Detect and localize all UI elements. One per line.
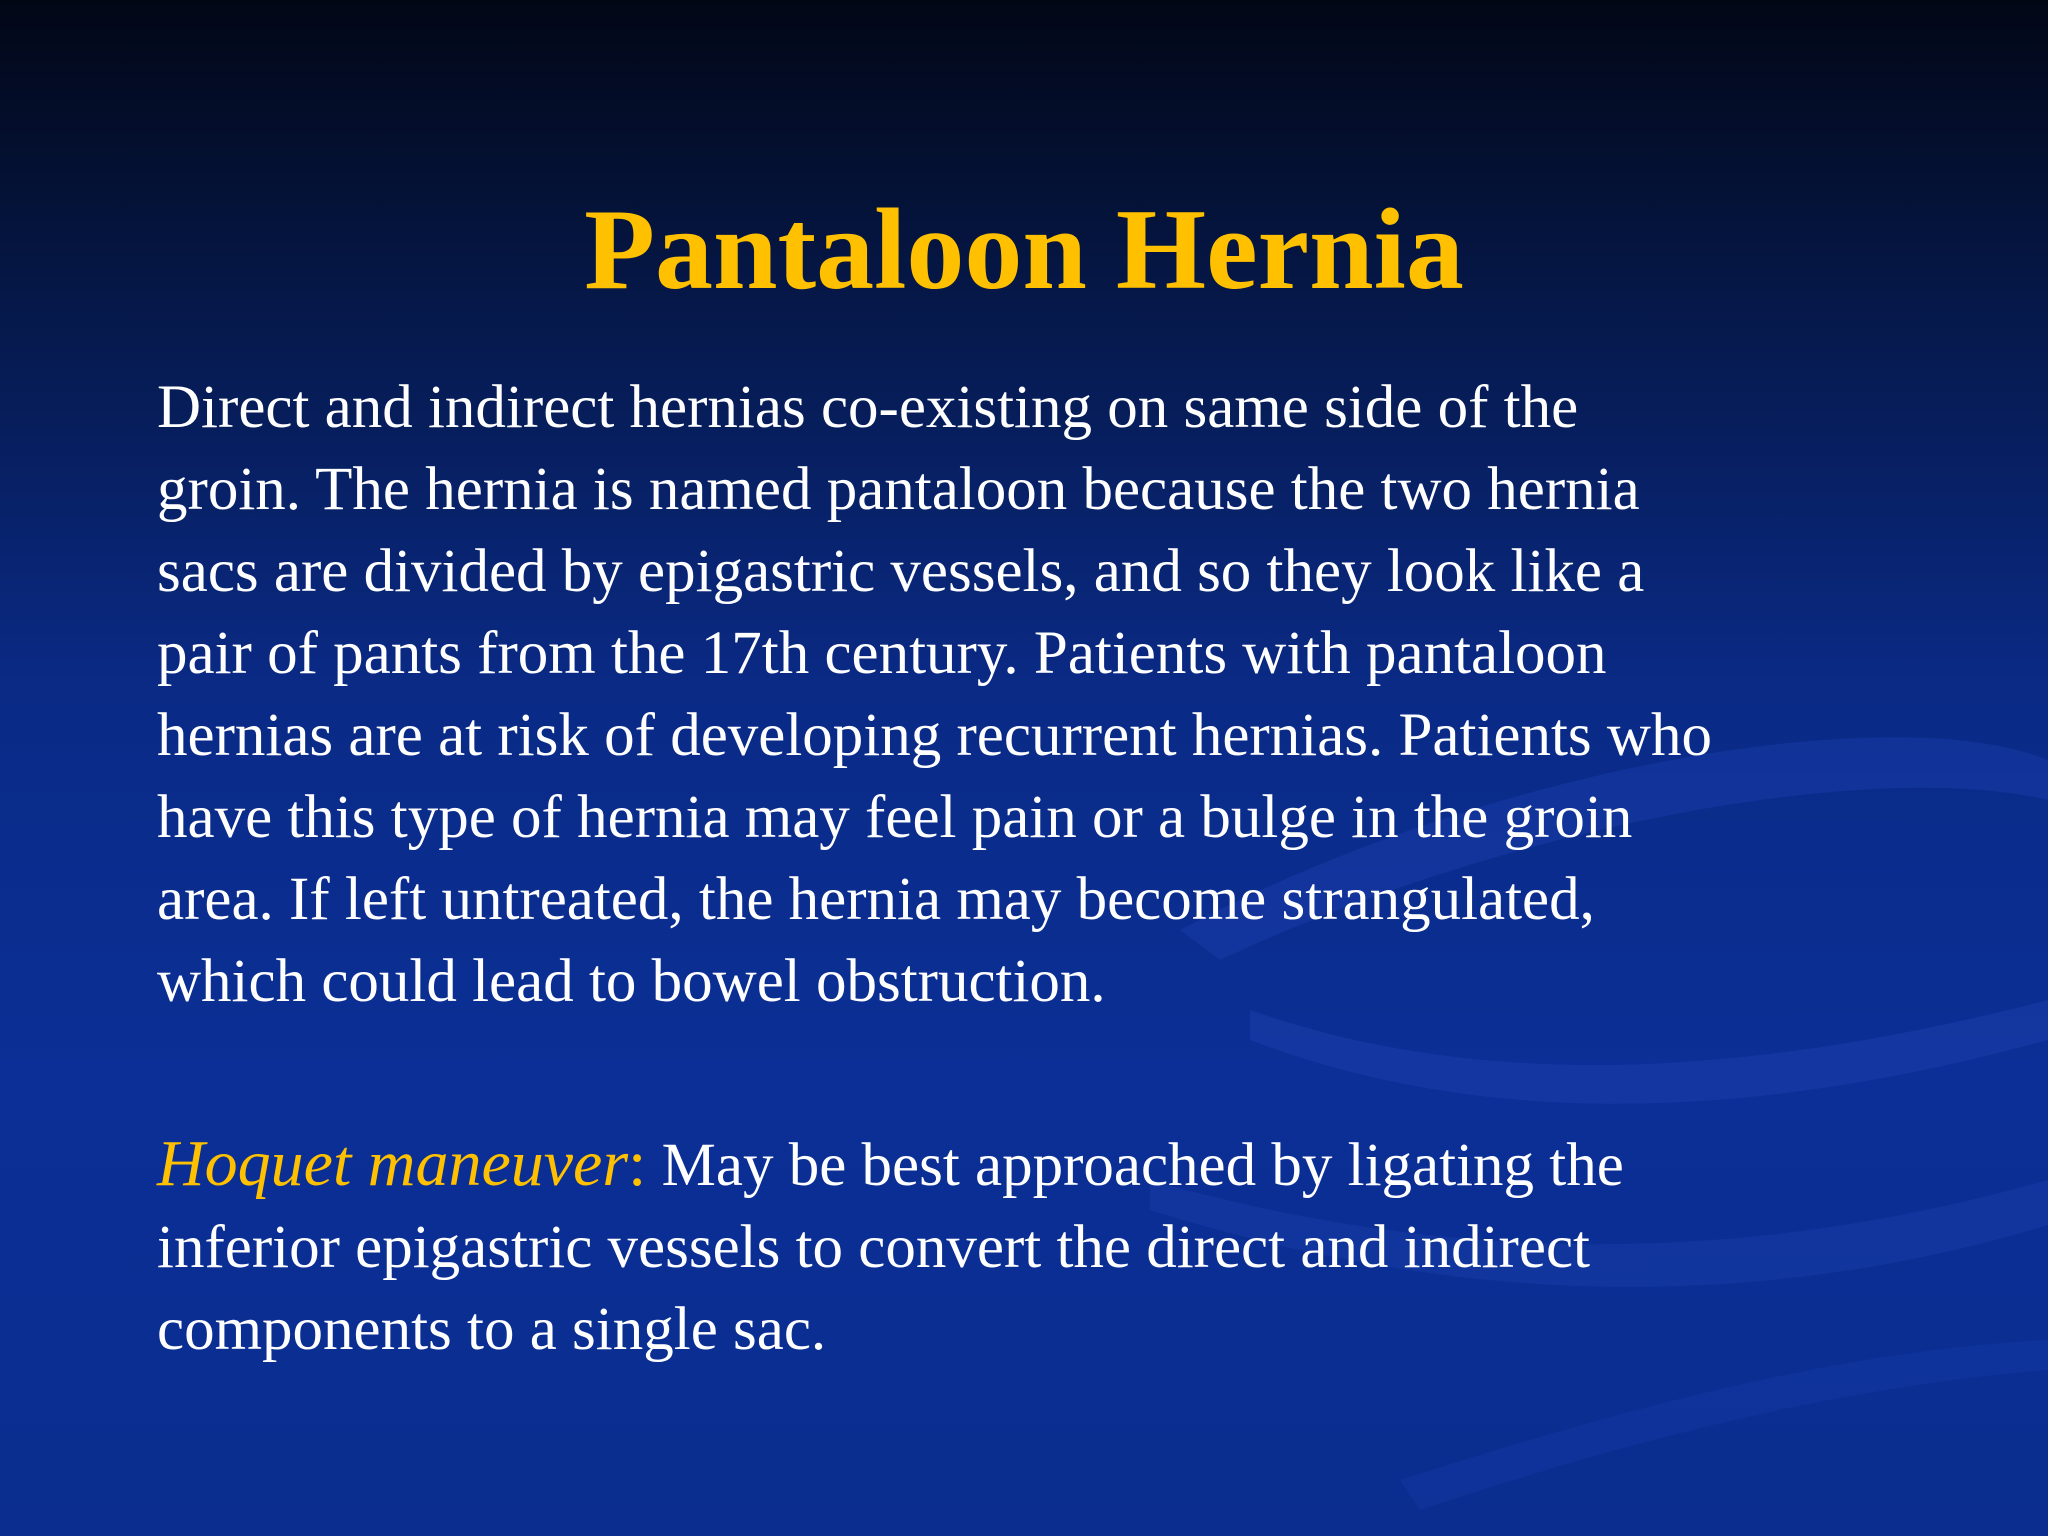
paragraph-line: pair of pants from the 17th century. Patients with pantaloon — [157, 620, 1607, 687]
paragraph-line — [157, 1123, 1897, 1207]
paragraph-line: components to a single sac. — [157, 1296, 827, 1363]
paragraph-line: groin. The hernia is named pantaloon because the two hernia — [157, 456, 1640, 523]
paragraph-line: hernias are at risk of developing recurrent hernias. Patients who — [157, 702, 1712, 769]
term-hoquet-maneuver: Hoquet maneuver — [157, 1127, 629, 1200]
paragraph-hoquet-maneuver — [157, 1123, 1897, 1371]
paragraph-line: inferior epigastric vessels to convert the direct and indirect — [157, 1214, 1590, 1281]
paragraph-line: which could lead to bowel obstruction. — [157, 948, 1106, 1015]
paragraph-line-rest: May be best approached by ligating the — [646, 1132, 1624, 1199]
paragraph-description — [157, 367, 1897, 1023]
paragraph-line: sacs are divided by epigastric vessels, and so they look like a — [157, 538, 1645, 605]
slide-title: Pantaloon Hernia — [584, 186, 1464, 314]
term-colon: : — [628, 1127, 647, 1200]
paragraph-line: have this type of hernia may feel pain or a bulge in the groin — [157, 784, 1633, 851]
paragraph-line: Direct and indirect hernias co-existing on same side of the — [157, 374, 1579, 441]
paragraph-line: area. If left untreated, the hernia may become strangulated, — [157, 866, 1595, 933]
